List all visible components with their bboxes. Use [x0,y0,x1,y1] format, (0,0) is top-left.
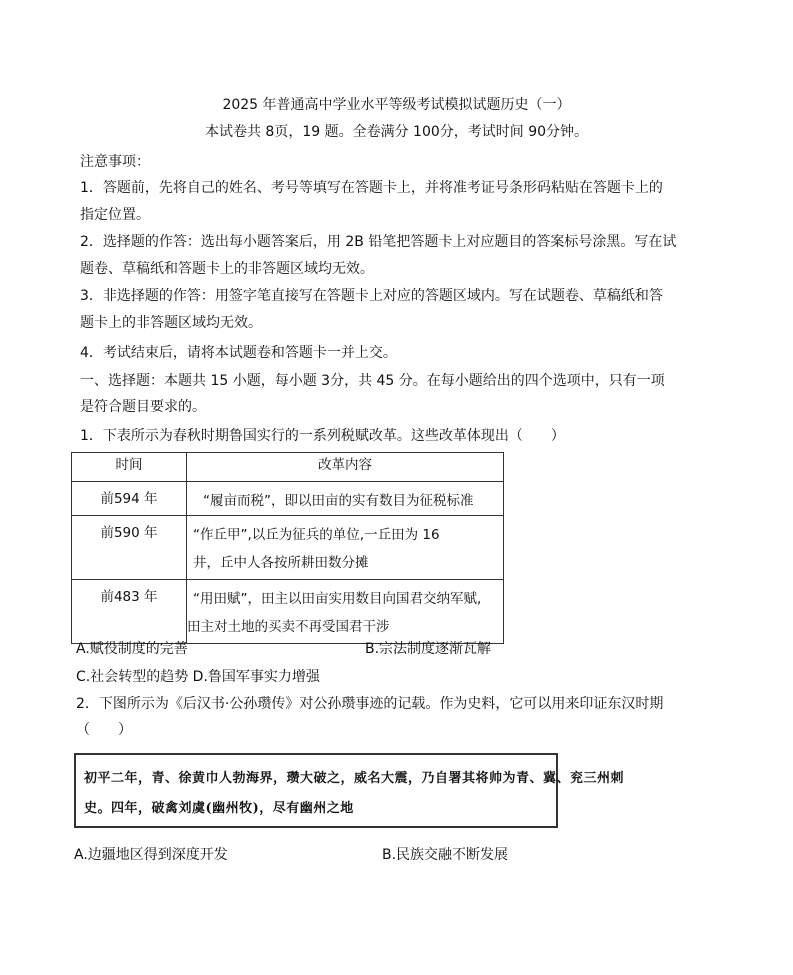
row-content-line: “履亩而税”，即以田亩的实有数目为征税标准 [203,493,474,509]
exam-title: 2025 年普通高中学业水平等级考试模拟试题历史（一） [222,97,571,113]
q1-option-a: A.赋役制度的完善 [76,641,188,657]
reform-table [71,452,504,644]
question-2-stem-cont: （ ） [76,722,132,738]
q1-option-b: B.宗法制度逐渐瓦解 [365,641,492,657]
quote-line: 史。四年，破禽刘虞(幽州牧)，尽有幽州之地 [84,801,354,816]
row-content-line: “用田赋”，田主以田亩实用数目向国君交纳军赋, [193,591,482,607]
row-content-line: 田主对土地的买卖不再受国君干涉 [187,619,390,635]
note-line: 4．考试结束后，请将本试题卷和答题卡一并上交。 [80,345,397,361]
note-line: 3．非选择题的作答：用签字笔直接写在答题卡上对应的答题区域内。写在试题卷、草稿纸和答 [80,288,663,304]
question-2-stem: 2．下图所示为《后汉书·公孙瓒传》对公孙瓒事迹的记载。作为史料，它可以用来印证东汉时期 [76,696,664,712]
q1-option-c-d: C.社会转型的趋势 D.鲁国军事实力增强 [76,669,320,685]
row-content [187,580,504,644]
question-1-stem: 1．下表所示为春秋时期鲁国实行的一系列税赋改革。这些改革体现出（ ） [80,428,565,444]
quote-line: 初平二年，青、徐黄巾人勃海界，瓒大破之，威名大震，乃自署其将帅为青、冀、兖三州刺 [84,771,625,786]
table-row [72,580,504,644]
row-content-line: 井，丘中人各按所耕田数分摊 [193,555,369,571]
note-line: 2．选择题的作答：选出每小题答案后，用 2B 铅笔把答题卡上对应题目的答案标号涂黑。写在试 [80,234,677,250]
note-line: 题卡上的非答题区域均无效。 [80,315,262,331]
q2-option-a: A.边疆地区得到深度开发 [74,847,228,863]
row-time: 前594 年 [72,482,187,516]
header-content: 改革内容 [187,453,504,482]
historical-quote-image [74,753,625,828]
note-line: 题卷、草稿纸和答题卡上的非答题区域均无效。 [80,261,374,277]
row-time: 前590 年 [72,516,187,580]
q2-option-b: B.民族交融不断发展 [382,847,509,863]
row-content-line: “作丘甲”,以丘为征兵的单位,一丘田为 16 [193,527,440,543]
row-time: 前483 年 [72,580,187,644]
row-content [187,482,504,516]
section-intro: 一、选择题：本题共 15 小题，每小题 3分，共 45 分。在每小题给出的四个选项中，只有一项 [80,373,665,389]
table-header-row [72,453,504,482]
header-time: 时间 [72,453,187,482]
section-intro: 是符合题目要求的。 [80,399,206,415]
exam-subtitle: 本试卷共 8页，19 题。全卷满分 100分，考试时间 90分钟。 [204,124,589,140]
notes-heading: 注意事项： [80,154,150,170]
note-line: 指定位置。 [80,207,150,223]
note-line: 1．答题前，先将自己的姓名、考号等填写在答题卡上，并将准考证号条形码粘贴在答题卡上的 [80,180,663,196]
row-content [187,516,504,580]
table-row [72,482,504,516]
table-row [72,516,504,580]
